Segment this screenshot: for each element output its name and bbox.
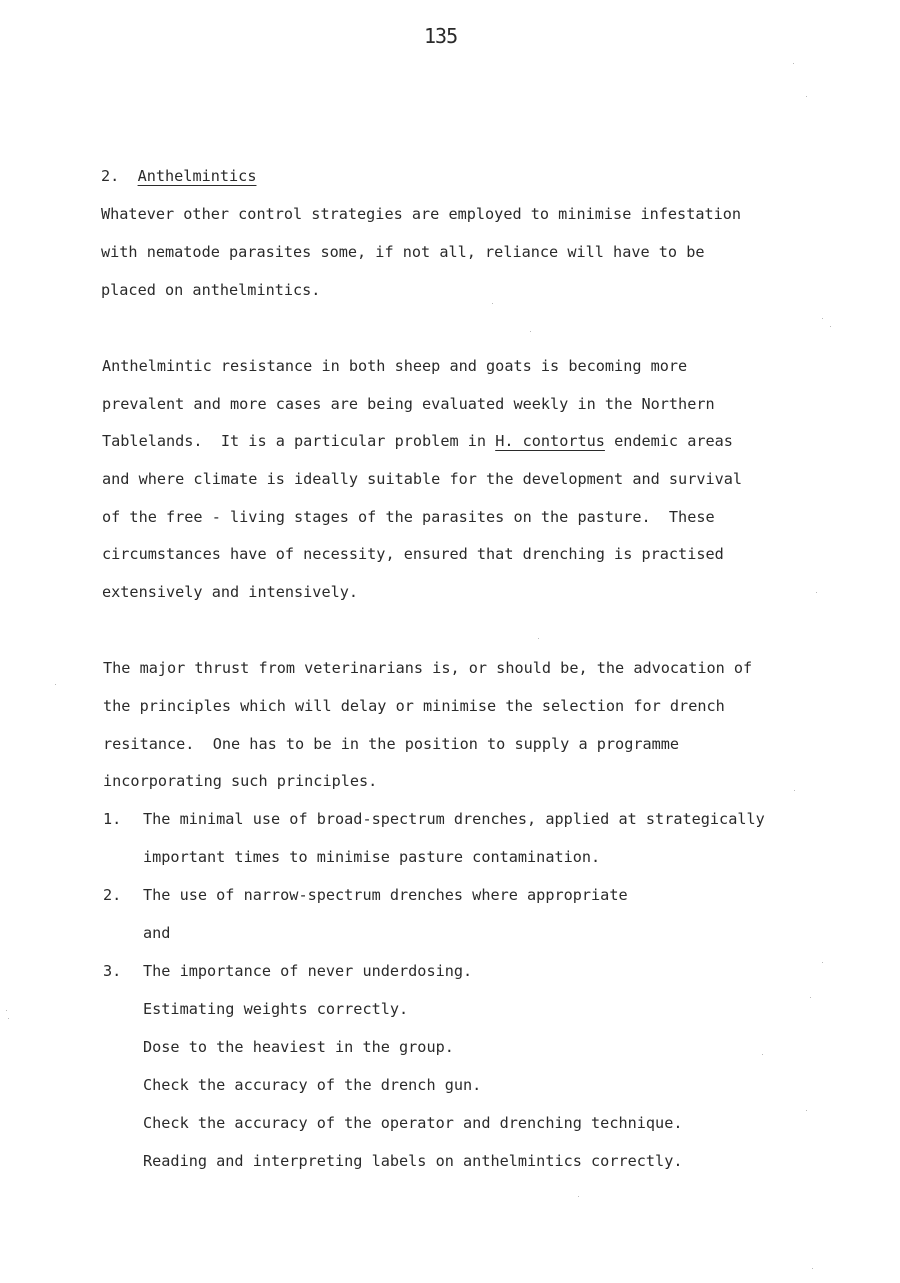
para2-line-1: Anthelmintic resistance in both sheep and goats is becoming more <box>102 357 688 375</box>
list-item-2-line-2: and <box>143 924 171 942</box>
list-item-3-line-5: Check the accuracy of the operator and drenching technique. <box>143 1114 683 1132</box>
para2-line-7: extensively and intensively. <box>102 583 359 601</box>
scan-speck <box>492 303 493 304</box>
para1-line-2: with nematode parasites some, if not all, reliance will have to be <box>101 243 705 261</box>
page-number: 135 <box>424 24 458 48</box>
list-item-3-line-2: Estimating weights correctly. <box>143 1000 409 1018</box>
list-item-3-line-6: Reading and interpreting labels on anthelmintics correctly. <box>143 1152 683 1170</box>
para2-line-4: and where climate is ideally suitable for the development and survival <box>102 470 743 488</box>
list-item-1-number: 1. <box>103 810 122 828</box>
scan-speck <box>794 790 795 791</box>
para3-line-2: the principles which will delay or minimise the selection for drench <box>103 697 725 715</box>
list-item-3-line-4: Check the accuracy of the drench gun. <box>143 1076 482 1094</box>
list-item-1-line-2: important times to minimise pasture contamination. <box>143 848 601 866</box>
scan-speck <box>762 1054 763 1055</box>
scan-speck <box>8 1018 9 1019</box>
para3-line-1: The major thrust from veterinarians is, or should be, the advocation of <box>103 659 753 677</box>
para3-line-3: resitance. One has to be in the position to supply a programme <box>103 735 680 753</box>
species-name: H. contortus <box>495 432 605 450</box>
scan-speck <box>822 318 823 319</box>
para1-line-3: placed on anthelmintics. <box>101 281 321 299</box>
para2-line-6: circumstances have of necessity, ensured that drenching is practised <box>102 545 724 563</box>
para2-line-2: prevalent and more cases are being evaluated weekly in the Northern <box>102 395 715 413</box>
scan-speck <box>806 1110 807 1111</box>
section-title: Anthelmintics <box>137 167 257 185</box>
list-item-3-line-1: The importance of never underdosing. <box>143 962 473 980</box>
scan-speck <box>806 96 807 97</box>
scan-speck <box>578 1196 579 1197</box>
section-number: 2. <box>101 167 120 185</box>
scan-speck <box>6 1010 7 1011</box>
scan-speck <box>822 962 823 963</box>
para2-line-3-end: endemic areas <box>604 432 733 450</box>
scan-speck <box>793 63 794 64</box>
scan-speck <box>538 638 539 639</box>
para1-line-1: Whatever other control strategies are employed to minimise infestation <box>101 205 742 223</box>
section-heading <box>101 166 256 186</box>
para2-line-3-start: Tablelands. It is a particular problem in <box>102 432 496 450</box>
scan-speck <box>810 997 811 998</box>
para2-line-5: of the free - living stages of the parasites on the pasture. These <box>102 508 715 526</box>
scan-speck <box>812 1268 813 1269</box>
scan-speck <box>816 592 817 593</box>
para2-line-3 <box>102 431 733 451</box>
list-item-2-line-1: The use of narrow-spectrum drenches where appropriate <box>143 886 628 904</box>
scan-speck <box>530 331 531 332</box>
para3-line-4: incorporating such principles. <box>103 772 378 790</box>
list-item-1-line-1: The minimal use of broad-spectrum drenches, applied at strategically <box>143 810 765 828</box>
scan-speck <box>830 326 831 327</box>
list-item-3-number: 3. <box>103 962 122 980</box>
list-item-3-line-3: Dose to the heaviest in the group. <box>143 1038 454 1056</box>
list-item-2-number: 2. <box>103 886 122 904</box>
scan-speck <box>55 684 56 685</box>
